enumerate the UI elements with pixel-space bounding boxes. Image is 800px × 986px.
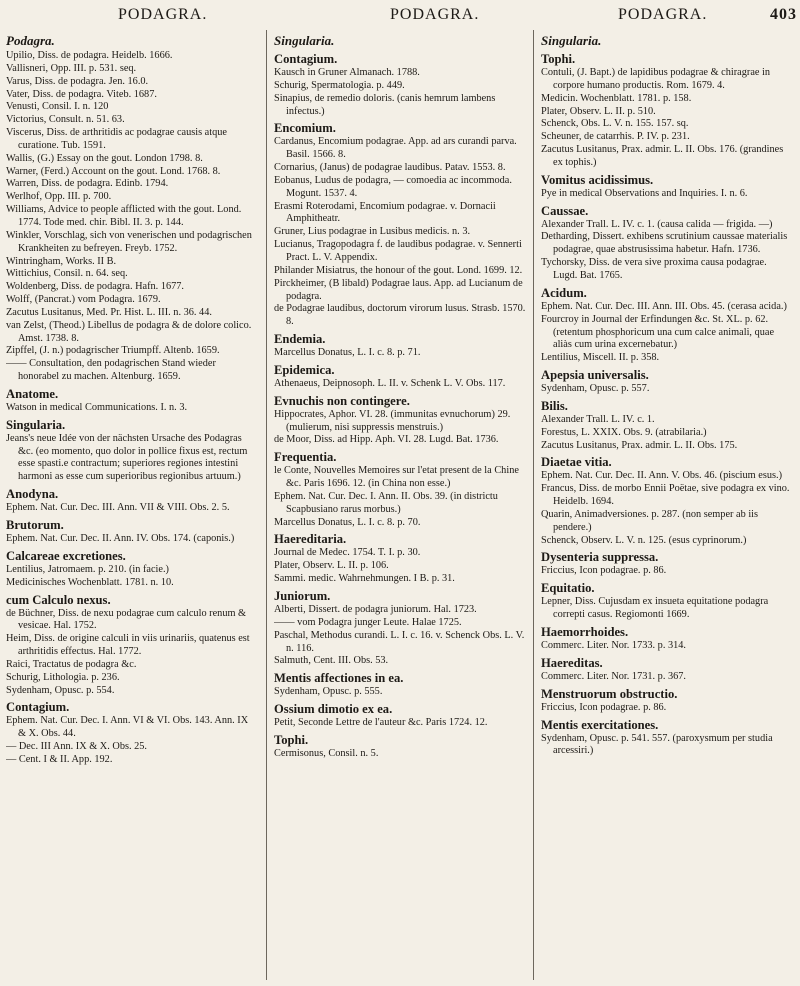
bibliography-entry: Zacutus Lusitanus, Prax. admir. L. II. Obs. 176. (grandines ex tophis.) (541, 144, 784, 168)
bibliography-entry: Upilio, Diss. de podagra. Heidelb. 1666. (6, 50, 173, 61)
bibliography-entry: Warner, (Ferd.) Account on the gout. Lond. 1768. 8. (6, 165, 221, 177)
section-heading: Caussae. (541, 203, 589, 218)
bibliography-entry: Wittichius, Consil. n. 64. seq. (6, 268, 128, 280)
bibliography-entry: Quarin, Animadversiones. p. 287. (non semper ab iis pendere.) (541, 508, 759, 533)
bibliography-entry: Ephem. Nat. Cur. Dec. I. Ann. II. Obs. 39. (in districtu Scapbusiano rarus morbus.) (274, 490, 498, 515)
bibliography-entry: Werlhof, Opp. III. p. 700. (6, 191, 112, 203)
section-heading: Endemia. (274, 332, 326, 347)
bibliography-entry: Sydenham, Opusc. p. 555. (274, 686, 383, 698)
column-head: Podagra. (6, 33, 55, 48)
bibliography-entry: Marcellus Donatus, L. I. c. 8. p. 70. (274, 516, 421, 528)
bibliography-entry: Pirckheimer, (B libald) Podagrae laus. App. ad Lucianum de podagra. (274, 277, 523, 302)
bibliography-entry: —— vom Podagra junger Leute. Halae 1725. (274, 616, 462, 628)
bibliography-entry: Jeans's neue Idée von der nächsten Ursache des Podagras &c. (eo momento, quo dolor in pollice fixus est, rectum esse spasti.e contractum; superiores regiones intestini harmoni as esse cum superioribus regionibus artuum.) (6, 432, 248, 483)
column-head: Singularia. (274, 33, 335, 48)
bibliography-entry: Ephem. Nat. Cur. Dec. III. Ann. III. Obs. 45. (cerasa acida.) (541, 300, 787, 312)
section-heading: Contagium. (6, 700, 70, 715)
bibliography-entry: Wintringham, Works. II B. (6, 255, 117, 267)
section-heading: Ossium dimotio ex ea. (274, 702, 393, 717)
section-heading: Diaetae vitia. (541, 455, 612, 470)
bibliography-entry: Tychorsky, Diss. de vera sive proxima causa podagrae. Lugd. Bat. 1765. (541, 257, 767, 281)
bibliography-entry: Forestus, L. XXIX. Obs. 9. (atrabilaria.) (541, 426, 707, 438)
bibliography-entry: Schurig, Lithologia. p. 236. (6, 671, 120, 683)
bibliography-entry: Schenck, Observ. L. V. n. 125. (esus cyprinorum.) (541, 534, 747, 546)
bibliography-entry: Sinapius, de remedio doloris. (canis hemrum lambens infectus.) (274, 92, 496, 117)
column-divider (533, 30, 534, 980)
bibliography-entry: Friccius, Icon podagrae. p. 86. (541, 565, 667, 577)
bibliography-entry: — Dec. III Ann. IX & X. Obs. 25. (6, 741, 147, 753)
running-head-center: PODAGRA. (390, 6, 480, 23)
bibliography-entry: —— Consultation, den podagrischen Stand wieder honorabel zu machen. Altenburg. 1659. (6, 358, 216, 383)
bibliography-entry: Raici, Tractatus de podagra &c. (6, 658, 137, 670)
bibliography-entry: Wolff, (Pancrat.) vom Podagra. 1679. (6, 294, 161, 306)
bibliography-entry: de Moor, Diss. ad Hipp. Aph. VI. 28. Lugd. Bat. 1736. (274, 434, 499, 446)
bibliography-entry: — Cent. I & II. App. 192. (6, 753, 113, 765)
bibliography-entry: Williams, Advice to people afflicted with the gout. Lond. 1774. Tode med. chir. Bibl. II. 3. p. 144. (6, 204, 242, 228)
section-heading: Tophi. (274, 732, 309, 747)
section-heading: Anodyna. (6, 487, 59, 502)
bibliography-entry: Fourcroy in Journal der Erfindungen &c. St. XL. p. 62. (retentum phosphoricum una cum calce animali, quae aliàs cum urina excernebatur.) (541, 313, 775, 351)
bibliography-entry: Salmuth, Cent. III. Obs. 53. (274, 655, 389, 667)
bibliography-entry: Scheuner, de catarrhis. P. IV. p. 231. (541, 131, 690, 143)
bibliography-entry: Erasmi Roterodami, Encomium podagrae. v. Dornacii Amphitheatr. (274, 200, 496, 225)
bibliography-entry: Petit, Seconde Lettre de l'auteur &c. Paris 1724. 12. (274, 717, 488, 729)
section-heading: Contagium. (274, 52, 338, 66)
section-heading: Haereditaria. (274, 532, 347, 547)
bibliography-entry: Contuli, (J. Bapt.) de lapidibus podagrae & chiragrae in corpore humano productis. Rom. 1679. 4. (541, 67, 771, 91)
section-heading: Menstruorum obstructio. (541, 686, 678, 701)
section-heading: cum Calculo nexus. (6, 592, 111, 607)
bibliography-entry: Ephem. Nat. Cur. Dec. II. Ann. IV. Obs. 174. (caponis.) (6, 533, 235, 544)
page-number: 403 (770, 6, 797, 23)
bibliography-entry: Cardanus, Encomium podagrae. App. ad ars curandi parva. Basil. 1566. 8. (274, 136, 517, 161)
section-heading: Anatome. (6, 386, 59, 401)
bibliography-entry: Venusti, Consil. I. n. 120 (6, 101, 109, 113)
section-heading: Vomitus acidissimus. (541, 172, 654, 187)
bibliography-entry: Commerc. Liter. Nor. 1733. p. 314. (541, 640, 686, 651)
bibliography-entry: Lentilius, Jatromaem. p. 210. (in facie.) (6, 563, 169, 575)
bibliography-entry: Athenaeus, Deipnosoph. L. II. v. Schenk L. V. Obs. 117. (274, 377, 506, 389)
bibliography-entry: Zacutus Lusitanus, Med. Pr. Hist. L. III. n. 36. 44. (6, 306, 212, 318)
bibliography-entry: Cornarius, (Janus) de podagrae laudibus. Patav. 1553. 8. (274, 162, 506, 174)
bibliography-entry: Paschal, Methodus curandi. L. I. c. 16. v. Schenck Obs. L. V. n. 116. (274, 629, 525, 654)
column-3 (541, 30, 793, 982)
bibliography-entry: Viscerus, Diss. de arthritidis ac podagrae causis atque curatione. Tub. 1591. (6, 127, 227, 151)
bibliography-entry: Ephem. Nat. Cur. Dec. I. Ann. VI & VI. Obs. 143. Ann. IX & X. Obs. 44. (6, 715, 249, 740)
bibliography-entry: Lentilius, Miscell. II. p. 358. (541, 352, 660, 364)
bibliography-entry: Alexander Trall. L. IV. c. 1. (causa calida — frigida. —) (541, 218, 773, 230)
bibliography-entry: Wallis, (G.) Essay on the gout. London 1798. 8. (6, 152, 203, 164)
bibliography-entry: Schurig, Spermatologia. p. 449. (274, 79, 405, 91)
bibliography-entry: Heim, Diss. de origine calculi in viis urinariis, quatenus est arthritidis effectus. Hal. 1772. (6, 633, 250, 658)
bibliography-entry: Medicinisches Wochenblatt. 1781. n. 10. (6, 576, 174, 588)
bibliography-entry: Plater, Observ. L. II. p. 510. (541, 105, 656, 117)
section-heading: Dysenteria suppressa. (541, 550, 659, 565)
section-heading: Encomium. (274, 121, 336, 136)
bibliography-entry: Schenck, Obs. L. V. n. 155. 157. sq. (541, 118, 689, 130)
bibliography-entry: Woldenberg, Diss. de podagra. Hafn. 1677. (6, 281, 184, 293)
section-heading: Apepsia universalis. (541, 368, 649, 383)
bibliography-entry: Hippocrates, Aphor. VI. 28. (immunitas evnuchorum) 29. (mulierum, nisi suppressis menstruis.) (274, 408, 511, 433)
section-heading: Haereditas. (541, 655, 603, 670)
bibliography-entry: Warren, Diss. de podagra. Edinb. 1794. (6, 178, 169, 190)
bibliography-entry: Medicin. Wochenblatt. 1781. p. 158. (541, 92, 692, 104)
bibliography-entry: Philander Misiatrus, the honour of the gout. Lond. 1699. 12. (274, 264, 523, 276)
bibliography-entry: Alexander Trall. L. IV. c. 1. (541, 413, 655, 425)
column-1 (6, 30, 258, 982)
running-head-left: PODAGRA. (118, 6, 208, 23)
column-2 (274, 30, 526, 982)
section-heading: Bilis. (541, 398, 568, 413)
running-head-right: PODAGRA. (618, 6, 708, 23)
section-heading: Evnuchis non contingere. (274, 393, 410, 408)
bibliography-entry: Vallisneri, Opp. III. p. 531. seq. (6, 62, 137, 74)
section-heading: Calcareae excretiones. (6, 548, 126, 563)
bibliography-entry: Friccius, Icon podagrae. p. 86. (541, 701, 667, 713)
section-heading: Epidemica. (274, 362, 335, 377)
section-heading: Mentis affectiones in ea. (274, 671, 404, 686)
section-heading: Mentis exercitationes. (541, 717, 659, 732)
section-heading: Tophi. (541, 52, 576, 66)
bibliography-entry: Lucianus, Tragopodagra f. de laudibus podagrae. v. Sennerti Pract. L. V. Appendix. (274, 239, 522, 263)
section-heading: Acidum. (541, 285, 587, 300)
bibliography-entry: Sydenham, Opusc. p. 557. (541, 383, 650, 395)
bibliography-entry: Journal de Medec. 1754. T. I. p. 30. (274, 547, 421, 559)
bibliography-entry: Sydenham, Opusc. p. 541. 557. (paroxysmum per studia arcessiri.) (541, 732, 773, 757)
bibliography-entry: Commerc. Liter. Nor. 1731. p. 367. (541, 670, 686, 682)
bibliography-entry: Francus, Diss. de morbo Ennii Poëtae, sive podagra ex vino. Heidelb. 1694. (541, 483, 790, 508)
bibliography-entry: Plater, Observ. L. II. p. 106. (274, 560, 389, 572)
bibliography-entry: Marcellus Donatus, L. I. c. 8. p. 71. (274, 347, 421, 359)
bibliography-entry: Victorius, Consult. n. 51. 63. (6, 114, 125, 126)
bibliography-entry: Alberti, Dissert. de podagra juniorum. Hal. 1723. (274, 604, 477, 615)
column-divider (266, 30, 267, 980)
bibliography-entry: Watson in medical Communications. I. n. 3. (6, 401, 188, 413)
bibliography-entry: van Zelst, (Theod.) Libellus de podagra & de dolore colico. Amst. 1738. 8. (6, 319, 252, 344)
bibliography-entry: Ephem. Nat. Cur. Dec. III. Ann. VII & VIII. Obs. 2. 5. (6, 502, 230, 514)
bibliography-entry: le Conte, Nouvelles Memoires sur l'etat present de la Chine &c. Paris 1696. 12. (in China non esse.) (274, 465, 519, 490)
bibliography-entry: Sammi. medic. Wahrnehmungen. I B. p. 31. (274, 573, 455, 585)
bibliography-entry: Gruner, Lius podagrae in Lusibus medicis. n. 3. (274, 226, 471, 238)
bibliography-entry: Pye in medical Observations and Inquiries. I. n. 6. (541, 187, 748, 199)
section-heading: Frequentia. (274, 450, 337, 465)
bibliography-entry: Detharding, Dissert. exhibens scrutinium caussae materialis podagrae, quae abstrusissima habetur. Hafn. 1736. (541, 231, 788, 256)
bibliography-entry: Zacutus Lusitanus, Prax. admir. L. II. Obs. 175. (541, 439, 738, 451)
bibliography-entry: Varus, Diss. de podagra. Jen. 16.0. (6, 75, 149, 87)
bibliography-entry: Zipffel, (J. n.) podagrischer Triumpff. Altenb. 1659. (6, 345, 220, 357)
column-head: Singularia. (541, 33, 602, 48)
bibliography-entry: Eobanus, Ludus de podagra, — comoedia ac incommoda. Mogunt. 1537. 4. (274, 174, 512, 199)
bibliography-entry: de Podagrae laudibus, doctorum virorum lusus. Strasb. 1570. 8. (274, 303, 526, 328)
bibliography-entry: Vater, Diss. de podagra. Viteb. 1687. (6, 88, 157, 100)
section-heading: Juniorum. (274, 589, 331, 603)
section-heading: Singularia. (6, 417, 66, 432)
section-heading: Brutorum. (6, 518, 64, 532)
bibliography-entry: Lepner, Diss. Cujusdam ex insueta equitatione podagra correpti casus. Regiomonti 1669. (541, 596, 769, 621)
bibliography-entry: Winkler, Vorschlag, sich von venerischen und podagrischen Krankheiten zu befreyen. Freyb. 1752. (6, 229, 252, 254)
section-heading: Haemorrhoides. (541, 625, 629, 639)
bibliography-entry: Kausch in Gruner Almanach. 1788. (274, 67, 420, 78)
section-heading: Equitatio. (541, 581, 595, 596)
bibliography-entry: Sydenham, Opusc. p. 554. (6, 684, 115, 696)
bibliography-entry: de Büchner, Diss. de nexu podagrae cum calculo renum & vesicae. Hal. 1752. (6, 607, 247, 632)
bibliography-entry: Cermisonus, Consil. n. 5. (274, 747, 379, 759)
running-head (0, 6, 800, 30)
bibliography-entry: Ephem. Nat. Cur. Dec. II. Ann. V. Obs. 46. (piscium esus.) (541, 470, 783, 482)
